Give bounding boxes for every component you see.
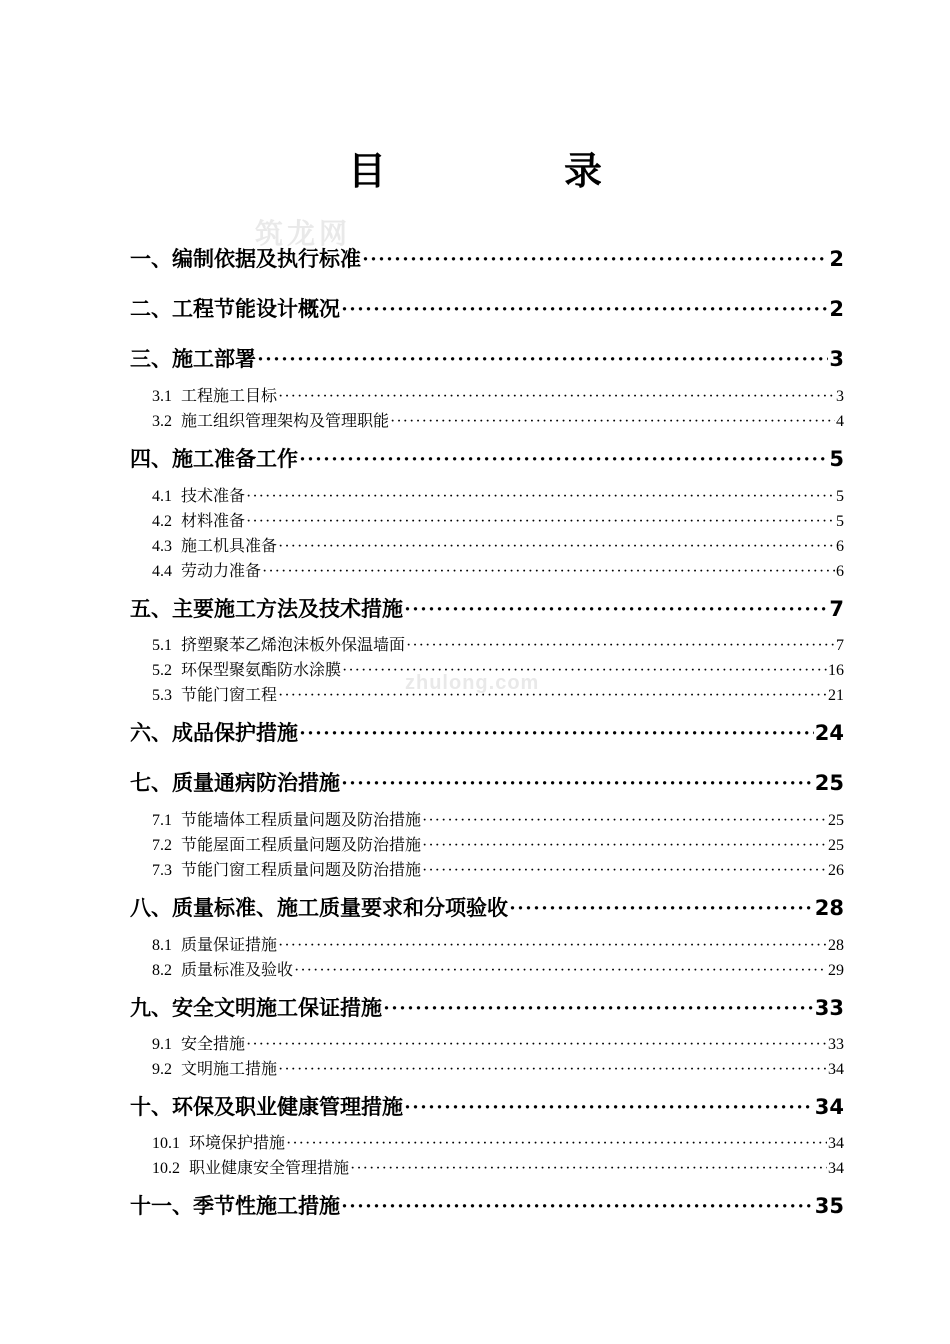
toc-page-number: 6: [836, 563, 844, 580]
dot-leader: [341, 1194, 814, 1219]
toc-section-entry[interactable]: [130, 533, 844, 555]
dot-leader: [362, 247, 828, 272]
dot-leader: [422, 812, 827, 830]
toc-entry-label: 环境保护措施: [189, 1135, 286, 1152]
toc-entry-label: 三、施工部署: [130, 347, 256, 371]
dot-leader: [383, 996, 814, 1021]
toc-section-number: 9.2: [152, 1061, 172, 1078]
toc-section-entry[interactable]: [130, 832, 844, 854]
toc-section-entry[interactable]: [130, 1130, 844, 1152]
toc-page-number: 35: [814, 1194, 844, 1218]
toc-section-number: 10.2: [152, 1160, 180, 1177]
toc-page-number: 7: [829, 597, 844, 621]
toc-entry-label: 安全措施: [181, 1036, 246, 1053]
toc-page-number: 21: [828, 687, 844, 704]
dot-leader: [278, 388, 835, 406]
toc-entry-label: 文明施工措施: [181, 1061, 278, 1078]
toc-section-number: 10.1: [152, 1135, 180, 1152]
dot-leader: [262, 563, 835, 581]
dot-leader: [390, 413, 835, 431]
toc-section-entry[interactable]: [130, 1031, 844, 1053]
toc-chapter-entry[interactable]: [130, 717, 844, 747]
toc-entry-label: 八、质量标准、施工质量要求和分项验收: [130, 896, 508, 920]
dot-leader: [299, 447, 828, 472]
toc-page-number: 29: [828, 962, 844, 979]
page-title: 目 录: [347, 149, 672, 193]
dot-leader: [422, 837, 827, 855]
toc-section-entry[interactable]: [130, 957, 844, 979]
toc-page-number: 28: [828, 937, 844, 954]
toc-page-number: 34: [828, 1061, 844, 1078]
toc-chapter-entry[interactable]: [130, 992, 844, 1022]
watermark-text: 筑龙网: [255, 217, 352, 250]
toc-entry-label: 节能门窗工程: [181, 687, 278, 704]
toc-entry-label: 六、成品保护措施: [130, 721, 298, 745]
toc-entry-label: 十一、季节性施工措施: [130, 1194, 340, 1218]
dot-leader: [278, 1061, 827, 1079]
toc-page-number: 5: [836, 513, 844, 530]
toc-section-entry[interactable]: [130, 508, 844, 530]
toc-section-entry[interactable]: [130, 857, 844, 879]
dot-leader: [299, 721, 814, 746]
toc-page-number: 3: [836, 388, 844, 405]
toc-entry-label: 节能墙体工程质量问题及防治措施: [181, 812, 422, 829]
toc-section-number: 7.1: [152, 812, 172, 829]
toc-section-number: 4.3: [152, 538, 172, 555]
toc-chapter-entry[interactable]: [130, 767, 844, 797]
toc-entry-label: 劳动力准备: [181, 563, 262, 580]
toc-section-number: 5.1: [152, 637, 172, 654]
toc-entry-label: 质量标准及验收: [181, 962, 294, 979]
toc-entry-label: 职业健康安全管理措施: [189, 1160, 350, 1177]
toc-section-number: 5.2: [152, 662, 172, 679]
toc-page-number: 6: [836, 538, 844, 555]
toc-entry-label: 挤塑聚苯乙烯泡沫板外保温墙面: [181, 637, 406, 654]
toc-chapter-entry[interactable]: [130, 343, 844, 373]
toc-entry-label: 二、工程节能设计概况: [130, 297, 340, 321]
dot-leader: [278, 937, 827, 955]
toc-page-number: 28: [814, 896, 844, 920]
dot-leader: [342, 662, 827, 680]
toc-entry-label: 工程施工目标: [181, 388, 278, 405]
toc-section-number: 5.3: [152, 687, 172, 704]
toc-entry-label: 节能门窗工程质量问题及防治措施: [181, 862, 422, 879]
dot-leader: [278, 538, 835, 556]
toc-page-number: 33: [814, 996, 844, 1020]
toc-page-number: 25: [828, 812, 844, 829]
toc-section-number: 4.1: [152, 488, 172, 505]
dot-leader: [350, 1160, 827, 1178]
toc-entry-label: 节能屋面工程质量问题及防治措施: [181, 837, 422, 854]
toc-page-number: 26: [828, 862, 844, 879]
toc-chapter-entry[interactable]: [130, 892, 844, 922]
dot-leader: [246, 513, 835, 531]
toc-section-entry[interactable]: [130, 807, 844, 829]
toc-page-number: 34: [828, 1135, 844, 1152]
toc-page-number: 3: [829, 347, 844, 371]
toc-entry-label: 施工机具准备: [181, 538, 278, 555]
toc-section-entry[interactable]: [130, 657, 844, 679]
dot-leader: [404, 1095, 814, 1120]
toc-chapter-entry[interactable]: [130, 1190, 844, 1220]
toc-section-number: 8.1: [152, 937, 172, 954]
toc-section-entry[interactable]: [130, 408, 844, 430]
toc-page-number: 25: [828, 837, 844, 854]
toc-page-number: 34: [814, 1095, 844, 1119]
toc-page-number: 25: [814, 771, 844, 795]
toc-page-number: 5: [829, 447, 844, 471]
toc-page-number: 5: [836, 488, 844, 505]
toc-chapter-entry[interactable]: [130, 443, 844, 473]
toc-section-entry[interactable]: [130, 932, 844, 954]
toc-section-entry[interactable]: [130, 682, 844, 704]
toc-section-number: 4.2: [152, 513, 172, 530]
toc-page-number: 33: [828, 1036, 844, 1053]
toc-section-entry[interactable]: [130, 1056, 844, 1078]
toc-section-entry[interactable]: [130, 632, 844, 654]
dot-leader: [278, 687, 827, 705]
toc-section-entry[interactable]: [130, 483, 844, 505]
toc-page-number: 16: [828, 662, 844, 679]
toc-chapter-entry[interactable]: [130, 293, 844, 323]
toc-section-entry[interactable]: [130, 1155, 844, 1177]
dot-leader: [286, 1135, 827, 1153]
toc-chapter-entry[interactable]: [130, 243, 844, 273]
toc-page-number: 2: [829, 247, 844, 271]
watermark-url: zhulong.com: [405, 672, 540, 694]
toc-section-entry[interactable]: [130, 383, 844, 405]
toc-page-number: 4: [836, 413, 844, 430]
toc-section-number: 9.1: [152, 1036, 172, 1053]
dot-leader: [509, 896, 814, 921]
toc-entry-label: 一、编制依据及执行标准: [130, 247, 361, 271]
dot-leader: [246, 1036, 827, 1054]
toc-chapter-entry[interactable]: [130, 1091, 844, 1121]
toc-entry-label: 材料准备: [181, 513, 246, 530]
toc-chapter-entry[interactable]: [130, 593, 844, 623]
dot-leader: [246, 488, 835, 506]
toc-page-number: 24: [814, 721, 844, 745]
toc-entry-label: 施工组织管理架构及管理职能: [181, 413, 390, 430]
toc-section-number: 7.2: [152, 837, 172, 854]
toc-section-number: 3.2: [152, 413, 172, 430]
toc-entry-label: 五、主要施工方法及技术措施: [130, 597, 403, 621]
toc-entry-label: 四、施工准备工作: [130, 447, 298, 471]
toc-section-entry[interactable]: [130, 558, 844, 580]
toc-section-number: 4.4: [152, 563, 172, 580]
dot-leader: [404, 597, 828, 622]
dot-leader: [257, 347, 828, 372]
toc-page-number: 34: [828, 1160, 844, 1177]
dot-leader: [341, 771, 814, 796]
toc-page-number: 7: [836, 637, 844, 654]
toc-entry-label: 质量保证措施: [181, 937, 278, 954]
toc-entry-label: 十、环保及职业健康管理措施: [130, 1095, 403, 1119]
dot-leader: [406, 637, 835, 655]
toc-entry-label: 七、质量通病防治措施: [130, 771, 340, 795]
toc-page-number: 2: [829, 297, 844, 321]
dot-leader: [422, 862, 827, 880]
toc-entry-label: 技术准备: [181, 488, 246, 505]
toc-entry-label: 环保型聚氨酯防水涂膜: [181, 662, 342, 679]
dot-leader: [294, 962, 827, 980]
toc-section-number: 7.3: [152, 862, 172, 879]
toc-section-number: 8.2: [152, 962, 172, 979]
toc-section-number: 3.1: [152, 388, 172, 405]
dot-leader: [341, 297, 828, 322]
toc-entry-label: 九、安全文明施工保证措施: [130, 996, 382, 1020]
